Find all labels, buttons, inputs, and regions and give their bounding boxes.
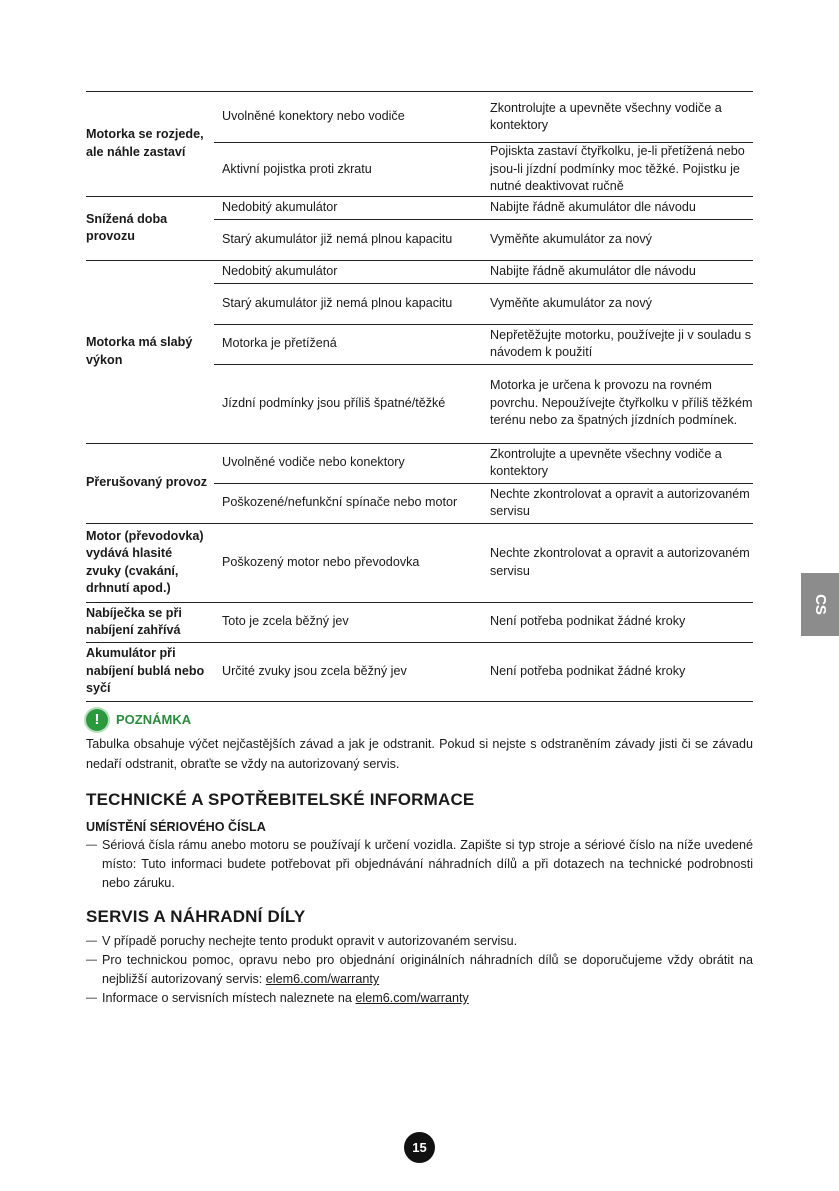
cause-cell: Poškozený motor nebo převodovka (214, 523, 482, 602)
solution-cell: Vyměňte akumulátor za nový (482, 219, 753, 260)
solution-cell: Zkontrolujte a upevněte všechny vodiče a kontektory (482, 443, 753, 483)
problem-cell: Nabíječka se při nabíjení zahřívá (86, 602, 214, 642)
cause-cell: Aktivní pojistka proti zkratu (214, 143, 482, 197)
cause-cell: Uvolněné konektory nebo vodiče (214, 92, 482, 143)
solution-cell: Nechte zkontrolovat a opravit a autorizovaném servisu (482, 523, 753, 602)
cause-cell: Motorka je přetížená (214, 324, 482, 364)
table-row (86, 260, 753, 283)
cause-cell: Určité zvuky jsou zcela běžný jev (214, 642, 482, 701)
problem-cell: Motor (převodovka) vydává hlasité zvuky (cvakání, drhnutí apod.) (86, 523, 214, 602)
note-title: POZNÁMKA (116, 712, 192, 727)
page-number: 15 (404, 1132, 435, 1163)
cause-cell: Nedobitý akumulátor (214, 260, 482, 283)
problem-cell: Motorka má slabý výkon (86, 260, 214, 443)
warranty-link[interactable]: elem6.com/warranty (355, 991, 469, 1005)
cause-cell: Toto je zcela běžný jev (214, 602, 482, 642)
table-row (86, 443, 753, 483)
solution-cell: Zkontrolujte a upevněte všechny vodiče a kontektory (482, 92, 753, 143)
solution-cell: Nabijte řádně akumulátor dle návodu (482, 196, 753, 219)
note-box (86, 709, 753, 774)
solution-cell: Motorka je určena k provozu na rovném povrchu. Nepoužívejte čtyřkolku v příliš těžkém terénu nebo za špatných jízdních podmínek. (482, 364, 753, 443)
table-row (86, 642, 753, 701)
problem-cell: Motorka se rozjede, ale náhle zastaví (86, 92, 214, 197)
tech-heading: TECHNICKÉ A SPOTŘEBITELSKÉ INFORMACE (86, 790, 475, 809)
list-item: — V případě poruchy nechejte tento produkt opravit v autorizovaném servisu. (86, 932, 753, 951)
cause-cell: Poškozené/nefunkční spínače nebo motor (214, 483, 482, 523)
serial-subheading: UMÍSTĚNÍ SÉRIOVÉHO ČÍSLA (86, 820, 266, 834)
note-text: Tabulka obsahuje výčet nejčastějších závad a jak je odstranit. Pokud si nejste s odstraněním závady jisti či se závadu nedaří odstranit, obraťte se vždy na autorizovaný servis. (86, 737, 753, 771)
problem-cell: Akumulátor při nabíjení bublá nebo syčí (86, 642, 214, 701)
exclamation-icon: ! (86, 709, 108, 731)
table-row (86, 523, 753, 602)
solution-cell: Není potřeba podnikat žádné kroky (482, 602, 753, 642)
problem-cell: Přerušovaný provoz (86, 443, 214, 523)
solution-cell: Není potřeba podnikat žádné kroky (482, 642, 753, 701)
service-list (86, 932, 753, 1008)
list-item-text: Informace o servisních místech naleznete na (102, 991, 356, 1005)
solution-cell: Pojiskta zastaví čtyřkolku, je-li přetížená nebo jsou-li jízdní podmínky moc těžké. Pojistku je nutné deaktivovat ručně (482, 143, 753, 197)
solution-cell: Nechte zkontrolovat a opravit a autorizovaném servisu (482, 483, 753, 523)
list-item (86, 951, 753, 989)
cause-cell: Uvolněné vodiče nebo konektory (214, 443, 482, 483)
solution-cell: Nabijte řádně akumulátor dle návodu (482, 260, 753, 283)
table-row (86, 92, 753, 143)
cause-cell: Starý akumulátor již nemá plnou kapacitu (214, 283, 482, 324)
list-item-text: Pro technickou pomoc, opravu nebo pro objednání originálních náhradních dílů se doporučujeme vždy obrátit na nejbližší autorizovaný servis: (102, 953, 753, 986)
solution-cell: Nepřetěžujte motorku, používejte ji v souladu s návodem k použití (482, 324, 753, 364)
language-label: CS (811, 594, 829, 615)
cause-cell: Starý akumulátor již nemá plnou kapacitu (214, 219, 482, 260)
table-row (86, 602, 753, 642)
problem-cell: Snížená doba provozu (86, 196, 214, 260)
list-item (86, 989, 753, 1008)
serial-list (86, 836, 753, 893)
service-heading: SERVIS A NÁHRADNÍ DÍLY (86, 907, 306, 926)
cause-cell: Nedobitý akumulátor (214, 196, 482, 219)
language-tab (801, 573, 839, 636)
warranty-link[interactable]: elem6.com/warranty (265, 972, 380, 986)
troubleshooting-table (86, 91, 753, 702)
cause-cell: Jízdní podmínky jsou příliš špatné/těžké (214, 364, 482, 443)
solution-cell: Vyměňte akumulátor za nový (482, 283, 753, 324)
table-row (86, 196, 753, 219)
list-item: — Sériová čísla rámu anebo motoru se používají k určení vozidla. Zapište si typ stroje a sériové číslo na níže uvedené místo: Tuto informaci budete potřebovat při objednávání náhradních dílů a při dotazech na technické podrobnosti nebo záruku. (86, 836, 753, 893)
